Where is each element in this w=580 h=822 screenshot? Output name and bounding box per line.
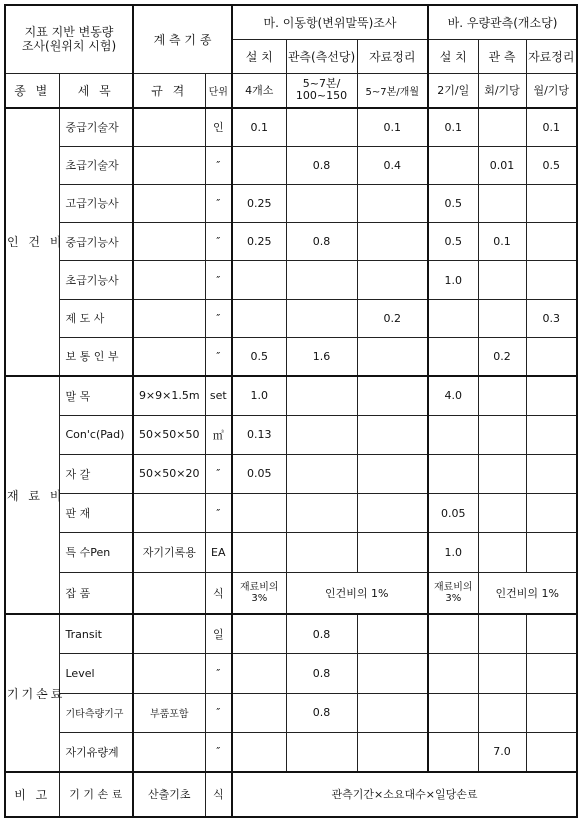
misc-a-material-pct xyxy=(232,572,286,614)
misc-b-labor-pct: 인건비의 1% xyxy=(478,572,577,614)
row-b-data xyxy=(526,261,577,299)
row-a-data xyxy=(357,732,428,771)
row-a-observe xyxy=(286,376,357,415)
row-a-install: 0.05 xyxy=(232,454,286,493)
row-unit: 식 xyxy=(205,572,232,614)
row-b-observe: 7.0 xyxy=(478,732,526,771)
row-item: 잡 품 xyxy=(59,572,133,614)
a-observe-qty xyxy=(286,74,357,108)
table-row xyxy=(5,184,577,222)
row-unit: ″ xyxy=(205,184,232,222)
row-unit: ″ xyxy=(205,454,232,493)
row-b-data xyxy=(526,614,577,653)
row-a-observe xyxy=(286,184,357,222)
row-spec xyxy=(133,572,205,614)
table-title-cell xyxy=(5,5,133,74)
row-b-data xyxy=(526,454,577,493)
b-observe-header: 관 측 xyxy=(478,39,526,73)
row-b-observe xyxy=(478,454,526,493)
row-spec xyxy=(133,261,205,299)
row-b-data xyxy=(526,184,577,222)
note-unit: 식 xyxy=(205,772,232,817)
row-a-data: 0.4 xyxy=(357,146,428,184)
table-row xyxy=(5,261,577,299)
row-a-observe xyxy=(286,261,357,299)
b-install-qty: 2기/일 xyxy=(428,74,478,108)
row-b-install xyxy=(428,146,478,184)
row-spec xyxy=(133,494,205,533)
row-item: 초급기술자 xyxy=(59,146,133,184)
row-a-observe: 1.6 xyxy=(286,337,357,375)
row-spec: 50×50×50 xyxy=(133,415,205,454)
row-a-install xyxy=(232,693,286,732)
row-a-data xyxy=(357,533,428,572)
cost-table xyxy=(4,4,578,818)
category-equipment: 기기손료 xyxy=(5,614,59,771)
row-unit: ″ xyxy=(205,299,232,337)
misc-b-pct-line1: 재료비의 xyxy=(433,581,473,593)
row-a-install xyxy=(232,261,286,299)
row-b-install xyxy=(428,654,478,693)
row-spec: 자기기록용 xyxy=(133,533,205,572)
table-row xyxy=(5,732,577,771)
row-unit: ″ xyxy=(205,146,232,184)
row-b-install xyxy=(428,299,478,337)
row-item: 자 갈 xyxy=(59,454,133,493)
row-a-data xyxy=(357,454,428,493)
note-spec: 산출기초 xyxy=(133,772,205,817)
row-b-install: 0.1 xyxy=(428,108,478,146)
a-observe-qty-line2: 100~150 xyxy=(295,89,348,103)
row-spec xyxy=(133,223,205,261)
row-a-install xyxy=(232,614,286,653)
note-formula: 관측기간×소요대수×일당손료 xyxy=(232,772,577,817)
row-b-data xyxy=(526,337,577,375)
row-a-observe: 0.8 xyxy=(286,654,357,693)
row-b-install: 1.0 xyxy=(428,533,478,572)
row-unit: 일 xyxy=(205,614,232,653)
row-b-observe xyxy=(478,108,526,146)
b-install-header: 설 치 xyxy=(428,39,478,73)
row-item: 중급기능사 xyxy=(59,223,133,261)
b-observe-qty: 회/기당 xyxy=(478,74,526,108)
table-title-line2: 조사(원위치 시험) xyxy=(21,38,117,53)
row-a-install xyxy=(232,299,286,337)
table-row xyxy=(5,494,577,533)
row-unit: set xyxy=(205,376,232,415)
row-item: 초급기능사 xyxy=(59,261,133,299)
row-spec: 50×50×20 xyxy=(133,454,205,493)
row-unit: ″ xyxy=(205,693,232,732)
a-observe-header: 관측(측선당) xyxy=(286,39,357,73)
row-a-observe xyxy=(286,299,357,337)
row-b-observe xyxy=(478,261,526,299)
row-spec xyxy=(133,337,205,375)
row-item: 고급기능사 xyxy=(59,184,133,222)
row-b-install: 0.5 xyxy=(428,184,478,222)
row-a-install xyxy=(232,494,286,533)
table-row xyxy=(5,337,577,375)
row-b-install xyxy=(428,415,478,454)
row-b-observe xyxy=(478,654,526,693)
row-item: 자기유량계 xyxy=(59,732,133,771)
note-item: 기 기 손 료 xyxy=(59,772,133,817)
row-a-data xyxy=(357,614,428,653)
group-a-header: 마. 이동항(변위말뚝)조사 xyxy=(232,5,428,39)
misc-b-material-pct xyxy=(428,572,478,614)
row-spec xyxy=(133,108,205,146)
row-b-install: 0.5 xyxy=(428,223,478,261)
misc-a-labor-pct: 인건비의 1% xyxy=(286,572,428,614)
row-b-observe xyxy=(478,184,526,222)
misc-a-pct-line2: 3% xyxy=(251,593,268,605)
table-row xyxy=(5,572,577,614)
group-b-header: 바. 우량관측(개소당) xyxy=(428,5,577,39)
row-b-data xyxy=(526,223,577,261)
spec-header: 규 격 xyxy=(133,74,205,108)
row-unit: ㎥ xyxy=(205,415,232,454)
table-row xyxy=(5,146,577,184)
row-a-install: 1.0 xyxy=(232,376,286,415)
row-b-observe xyxy=(478,376,526,415)
row-item: 보 통 인 부 xyxy=(59,337,133,375)
row-a-install: 0.5 xyxy=(232,337,286,375)
item-header: 세 목 xyxy=(59,74,133,108)
row-a-data xyxy=(357,654,428,693)
row-b-data xyxy=(526,533,577,572)
row-unit: EA xyxy=(205,533,232,572)
row-unit: ″ xyxy=(205,223,232,261)
row-b-observe xyxy=(478,614,526,653)
row-item: 중급기술자 xyxy=(59,108,133,146)
kind-header: 종 별 xyxy=(5,74,59,108)
row-a-install xyxy=(232,732,286,771)
row-b-data xyxy=(526,693,577,732)
row-a-observe xyxy=(286,454,357,493)
category-note: 비 고 xyxy=(5,772,59,817)
row-b-observe xyxy=(478,533,526,572)
category-labor: 인 건 비 xyxy=(5,108,59,376)
row-b-data xyxy=(526,415,577,454)
row-a-install: 0.25 xyxy=(232,184,286,222)
row-b-observe xyxy=(478,494,526,533)
row-unit: ″ xyxy=(205,261,232,299)
row-spec xyxy=(133,732,205,771)
table-row xyxy=(5,654,577,693)
row-a-data xyxy=(357,376,428,415)
table-row xyxy=(5,614,577,653)
row-a-install: 0.13 xyxy=(232,415,286,454)
row-a-data xyxy=(357,261,428,299)
row-spec xyxy=(133,654,205,693)
table-row xyxy=(5,376,577,415)
row-a-data xyxy=(357,337,428,375)
row-a-data xyxy=(357,223,428,261)
a-data-header: 자료정리 xyxy=(357,39,428,73)
row-spec xyxy=(133,299,205,337)
category-material: 재 료 비 xyxy=(5,376,59,615)
row-a-observe: 0.8 xyxy=(286,693,357,732)
row-b-install: 4.0 xyxy=(428,376,478,415)
row-a-install: 0.25 xyxy=(232,223,286,261)
row-item: 제 도 사 xyxy=(59,299,133,337)
unit-header: 단위 xyxy=(205,74,232,108)
row-b-data: 0.1 xyxy=(526,108,577,146)
row-b-data: 0.3 xyxy=(526,299,577,337)
row-unit: ″ xyxy=(205,732,232,771)
b-data-qty: 월/기당 xyxy=(526,74,577,108)
row-b-observe xyxy=(478,415,526,454)
row-a-data: 0.1 xyxy=(357,108,428,146)
row-b-install xyxy=(428,614,478,653)
row-a-data xyxy=(357,184,428,222)
row-spec: 9×9×1.5m xyxy=(133,376,205,415)
row-item: 특 수Pen xyxy=(59,533,133,572)
row-a-observe: 0.8 xyxy=(286,223,357,261)
criteria-header: 계 측 기 종 xyxy=(133,5,232,74)
b-data-header: 자료정리 xyxy=(526,39,577,73)
row-b-install: 1.0 xyxy=(428,261,478,299)
misc-a-pct-line1: 재료비의 xyxy=(239,581,279,593)
table-row xyxy=(5,772,577,817)
row-spec xyxy=(133,146,205,184)
row-b-data xyxy=(526,732,577,771)
row-item: 판 재 xyxy=(59,494,133,533)
row-a-observe xyxy=(286,533,357,572)
a-observe-qty-line1: 5~7본/ xyxy=(302,76,341,90)
row-a-observe: 0.8 xyxy=(286,146,357,184)
row-b-data xyxy=(526,376,577,415)
row-a-install xyxy=(232,533,286,572)
row-a-observe xyxy=(286,108,357,146)
row-a-data: 0.2 xyxy=(357,299,428,337)
row-item: Transit xyxy=(59,614,133,653)
row-item: 기타측량기구 xyxy=(59,693,133,732)
table-row xyxy=(5,533,577,572)
row-unit: ″ xyxy=(205,654,232,693)
row-item: Level xyxy=(59,654,133,693)
table-row xyxy=(5,415,577,454)
row-b-observe xyxy=(478,693,526,732)
row-b-data: 0.5 xyxy=(526,146,577,184)
row-a-data xyxy=(357,494,428,533)
row-b-data xyxy=(526,654,577,693)
row-a-data xyxy=(357,415,428,454)
row-b-install: 0.05 xyxy=(428,494,478,533)
table-row xyxy=(5,693,577,732)
table-row xyxy=(5,299,577,337)
row-b-install xyxy=(428,454,478,493)
row-a-observe xyxy=(286,732,357,771)
row-b-install xyxy=(428,732,478,771)
row-unit: 인 xyxy=(205,108,232,146)
row-b-data xyxy=(526,494,577,533)
table-title-line1: 지표 지반 변동량 xyxy=(24,24,114,39)
row-b-observe: 0.2 xyxy=(478,337,526,375)
row-a-observe: 0.8 xyxy=(286,614,357,653)
row-spec xyxy=(133,614,205,653)
row-a-install xyxy=(232,654,286,693)
row-item: 말 목 xyxy=(59,376,133,415)
row-b-observe: 0.1 xyxy=(478,223,526,261)
row-b-observe xyxy=(478,299,526,337)
table-row xyxy=(5,108,577,146)
row-spec: 부품포함 xyxy=(133,693,205,732)
row-a-observe xyxy=(286,415,357,454)
row-spec xyxy=(133,184,205,222)
row-b-install xyxy=(428,693,478,732)
row-a-install: 0.1 xyxy=(232,108,286,146)
a-install-header: 설 치 xyxy=(232,39,286,73)
table-row xyxy=(5,223,577,261)
misc-b-pct-line2: 3% xyxy=(445,593,462,605)
row-b-install xyxy=(428,337,478,375)
table-row xyxy=(5,454,577,493)
row-b-observe: 0.01 xyxy=(478,146,526,184)
a-install-qty: 4개소 xyxy=(232,74,286,108)
row-item: Con'c(Pad) xyxy=(59,415,133,454)
a-data-qty: 5~7본/개월 xyxy=(357,74,428,108)
row-unit: ″ xyxy=(205,337,232,375)
row-a-observe xyxy=(286,494,357,533)
row-unit: ″ xyxy=(205,494,232,533)
row-a-data xyxy=(357,693,428,732)
row-a-install xyxy=(232,146,286,184)
